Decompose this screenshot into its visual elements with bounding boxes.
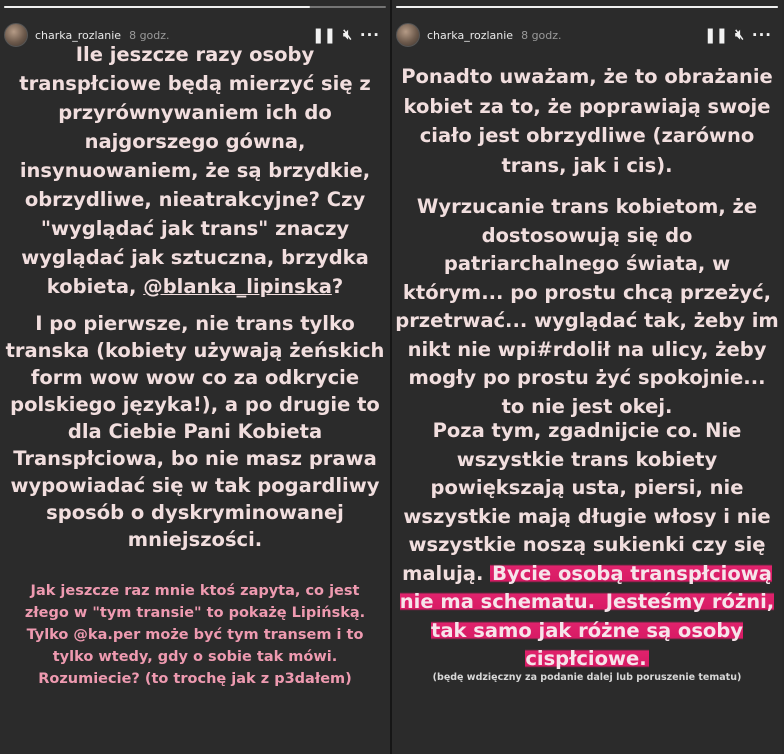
story-controls: [703, 25, 772, 44]
story-progress-bar: [396, 6, 778, 8]
story-paragraph-2: Wyrzucanie trans kobietom, że dostosowują się do patriarchalnego świata, w którym... po prostu chcą przeżyć, przetrwać... wyglądać tak, żeby im nikt nie wpi#rdolił na ulicy, żeby mogły po prostu żyć spokojnie... to nie jest okej.: [395, 195, 779, 418]
post-time: 8 godz.: [129, 28, 170, 42]
story-paragraph-1: Ponadto uważam, że to obrażanie kobiet za to, że poprawiają swoje ciało jest obrzydliwe (zarówno trans, jak i cis).: [401, 65, 773, 177]
story-progress-fill: [4, 6, 310, 8]
more-options-icon[interactable]: ···: [751, 25, 772, 44]
mute-icon[interactable]: 🔇︎: [735, 27, 744, 43]
more-options-icon[interactable]: ···: [359, 25, 380, 44]
story-panel-right[interactable]: [392, 0, 782, 754]
story-header: [396, 22, 778, 48]
story-paragraph-3: Jak jeszcze raz mnie ktoś zapyta, co jest złego w "tym transie" to pokażę Lipińską. Tylko @ka.per może być tym transem i to tylko wtedy, gdy o sobie tak mówi. Rozumiecie? (to trochę jak z p3dałem): [24, 583, 366, 687]
mention-link[interactable]: @blanka_lipinska: [143, 275, 332, 298]
username[interactable]: charka_rozlanie: [427, 28, 514, 42]
paragraph-text: Ile jeszcze razy osoby transpłciowe będą mierzyć się z przyrównywaniem ich do najgorszego gówna, insynuowaniem, że są brzydkie, obrzydliwe, nieatrakcyjne? Czy "wyglądać jak trans" znaczy wyglądać jak sztuczna, brzydka kobieta,: [19, 43, 371, 298]
pause-icon[interactable]: ❚❚: [311, 25, 336, 44]
story-progress-bar: [4, 6, 386, 8]
paragraph-text: Poza tym, zgadnijcie co. Nie wszystkie trans kobiety powiększają usta, piersi, nie wszystkie mają długie włosy i nie wszystkie noszą sukienki czy się malują.: [402, 419, 771, 585]
pause-icon[interactable]: ❚❚: [703, 25, 728, 44]
paragraph-text: ?: [331, 275, 344, 298]
story-paragraph-1: [0, 40, 390, 301]
mute-icon[interactable]: 🔇︎: [343, 27, 352, 43]
story-paragraph-2: I po pierwsze, nie trans tylko transka (kobiety używają żeńskich form wow wow co za odkrycie polskiego języka!), a po drugie to dla Ciebie Pani Kobieta Transpłciowa, bo nie masz prawa wypowiadać się w tak pogardliwy sposób o dyskryminowanej mniejszości.: [5, 312, 385, 551]
post-time: 8 godz.: [521, 28, 562, 42]
highlighted-text: Bycie osobą transpłciową nie ma schematu.: [399, 561, 772, 613]
story-progress-fill: [396, 6, 778, 8]
story-footer-note: (będę wdzięczny za podanie dalej lub poruszenie tematu): [432, 672, 742, 683]
story-paragraph-3: [392, 417, 782, 674]
avatar[interactable]: [396, 23, 420, 47]
username[interactable]: charka_rozlanie: [35, 28, 122, 42]
story-panel-left[interactable]: [0, 0, 390, 754]
highlighted-text: Jesteśmy różni, tak samo jak różne są osoby cispłciowe.: [431, 590, 775, 670]
